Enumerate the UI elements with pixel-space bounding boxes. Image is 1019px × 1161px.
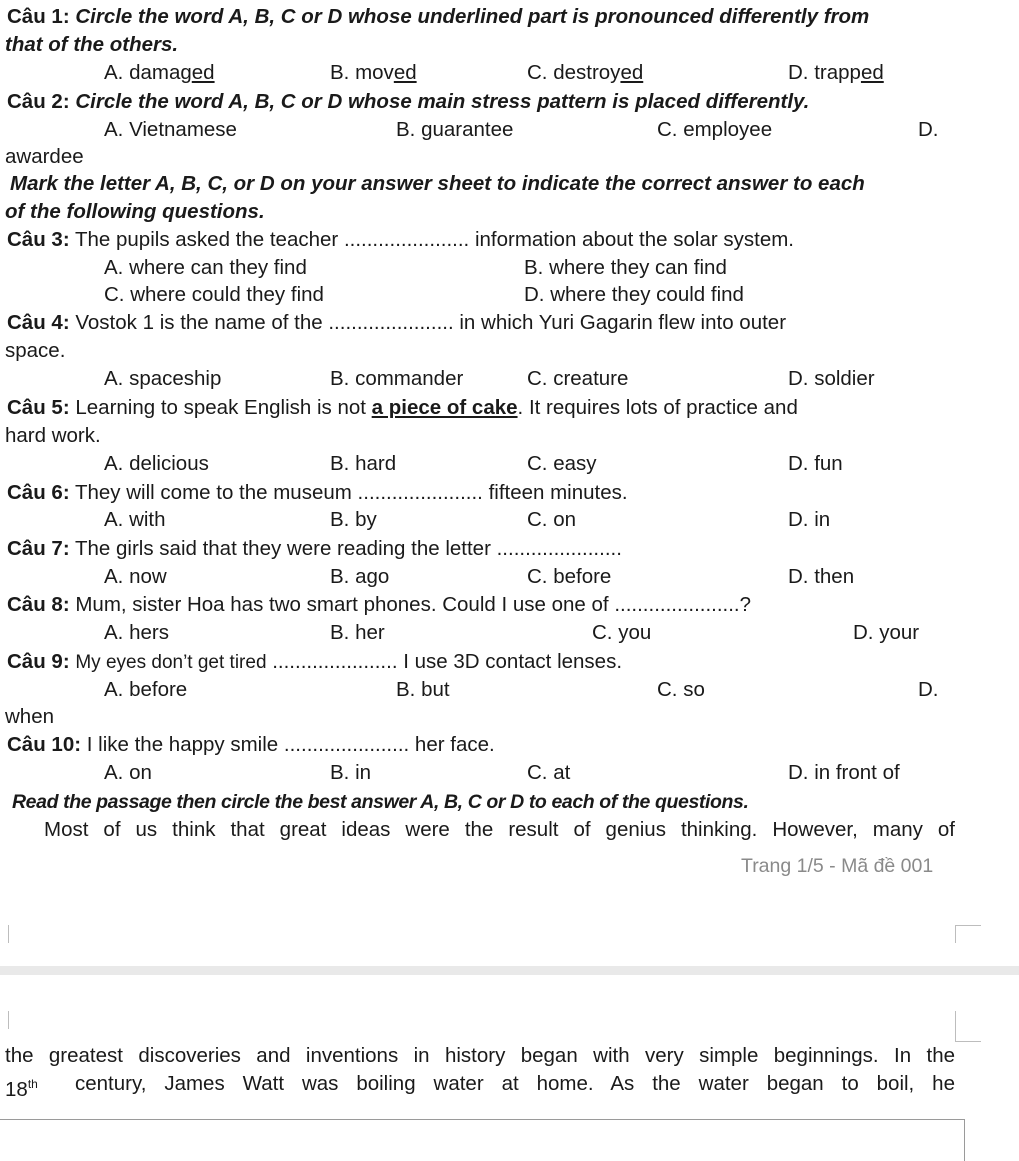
option-letter: A. [104, 452, 124, 475]
option-text: you [618, 621, 652, 644]
option-letter: D. [853, 621, 874, 644]
option-text: before [553, 565, 612, 588]
option-text: in [355, 761, 372, 784]
option-letter: D. [918, 118, 939, 141]
section-instruction-line2: of the following questions. [5, 200, 265, 223]
option-text: destroy [553, 61, 621, 84]
q5-option-a[interactable] [104, 450, 209, 478]
option-letter: B. [330, 452, 350, 475]
option-letter: C. [527, 367, 548, 390]
option-text: hard [355, 452, 397, 475]
q1-option-c[interactable] [527, 59, 643, 87]
option-letter: B. [330, 508, 350, 531]
q8-option-d[interactable] [853, 619, 919, 647]
option-letter: C. [527, 565, 548, 588]
q9-wrap: when [5, 705, 55, 728]
q10-option-b[interactable] [330, 759, 371, 787]
option-text: spaceship [129, 367, 222, 390]
option-text: fun [814, 452, 843, 475]
q7-label: Câu 7: [7, 537, 70, 560]
page-footer: Trang 1/5 - Mã đề 001 [741, 855, 934, 877]
option-letter: A. [104, 761, 124, 784]
q3-blank[interactable]: ...................... [343, 228, 470, 251]
option-text: commander [355, 367, 464, 390]
q8-option-b[interactable] [330, 619, 385, 647]
q6-text-after: fifteen minutes. [488, 481, 628, 504]
option-text: Vietnamese [129, 118, 237, 141]
q4-blank[interactable]: ...................... [328, 311, 454, 334]
q9-text: My eyes don’t get tired [75, 652, 267, 673]
q2-prompt: Circle the word A, B, C or D whose main stress pattern is placed differently. [75, 90, 810, 113]
option-text: soldier [814, 367, 875, 390]
option-letter: B. [330, 61, 350, 84]
page-separator [0, 966, 1019, 975]
q5-text-after: . It requires lots of practice and [517, 396, 798, 419]
q7-blank[interactable]: ...................... [496, 537, 622, 560]
option-letter: D. [524, 283, 545, 306]
century-number: 18 [5, 1077, 28, 1101]
q8-stem [7, 591, 751, 619]
option-text: at [553, 761, 571, 784]
table-top-border [0, 1119, 965, 1120]
option-text: where they could find [550, 283, 744, 306]
q8-text: Mum, sister Hoa has two smart phones. Could I use one of [75, 593, 609, 616]
q7-option-b[interactable] [330, 563, 389, 591]
option-letter: A. [104, 678, 124, 701]
q5-label: Câu 5: [7, 396, 70, 419]
q6-option-c[interactable] [527, 506, 576, 534]
q5-text: Learning to speak English is not [75, 396, 366, 419]
q3-option-d[interactable] [524, 281, 744, 309]
q6-option-a[interactable] [104, 506, 166, 534]
q10-text-after: her face. [414, 733, 495, 756]
passage-line-3-text: century, James Watt was boiling water at home. As the water began to boil, he [75, 1072, 955, 1095]
crop-mark-left-top [8, 925, 9, 943]
crop-mark-right-bottom-h [955, 1041, 981, 1042]
option-text: easy [553, 452, 597, 475]
q10-label: Câu 10: [7, 733, 82, 756]
option-letter: C. [104, 283, 125, 306]
q4-text: Vostok 1 is the name of the [75, 311, 323, 334]
q4-option-a[interactable] [104, 365, 221, 393]
option-letter: B. [396, 118, 416, 141]
option-letter: A. [104, 508, 124, 531]
q4-option-c[interactable] [527, 365, 628, 393]
option-text: in front of [814, 761, 900, 784]
section-instruction-line1: Mark the letter A, B, C, or D on your answer sheet to indicate the correct answer to each [10, 172, 865, 195]
option-letter: C. [527, 61, 548, 84]
option-letter: B. [330, 367, 350, 390]
option-text: guarantee [421, 118, 514, 141]
q7-option-a[interactable] [104, 563, 167, 591]
option-letter: D. [788, 367, 809, 390]
option-text: where they can find [549, 256, 727, 279]
crop-mark-left-bottom [8, 1011, 9, 1029]
option-text: mov [355, 61, 394, 84]
option-letter: C. [527, 452, 548, 475]
option-letter: C. [592, 621, 613, 644]
option-underlined: ed [620, 61, 644, 84]
q2-wrap: awardee [5, 145, 84, 168]
option-letter: A. [104, 565, 124, 588]
q9-label: Câu 9: [7, 650, 70, 673]
q5-wrap: hard work. [5, 424, 101, 447]
option-text: your [879, 621, 920, 644]
q1-label: Câu 1: [7, 5, 70, 28]
q3-option-a[interactable] [104, 254, 307, 282]
option-text: her [355, 621, 385, 644]
q7-stem [7, 535, 622, 563]
q7-option-d[interactable] [788, 563, 854, 591]
q9-stem [7, 648, 622, 677]
option-letter: B. [330, 565, 350, 588]
option-letter: C. [657, 678, 678, 701]
q9-blank[interactable]: ...................... [272, 650, 398, 673]
q6-blank[interactable]: ...................... [357, 481, 483, 504]
option-letter: B. [396, 678, 416, 701]
q10-text: I like the happy smile [86, 733, 279, 756]
q7-text: The girls said that they were reading the letter [74, 537, 491, 560]
option-letter: C. [527, 508, 548, 531]
option-text: by [355, 508, 377, 531]
option-letter: D. [788, 61, 809, 84]
option-text: on [553, 508, 577, 531]
q9-option-b[interactable] [396, 676, 450, 704]
q2-option-b[interactable] [396, 116, 513, 144]
q1-option-b[interactable] [330, 59, 417, 87]
option-text: in [814, 508, 831, 531]
option-text: where could they find [130, 283, 324, 306]
crop-mark-right-top [955, 925, 956, 943]
q2-line1 [7, 88, 809, 116]
option-letter: B. [330, 761, 350, 784]
option-letter: D. [788, 452, 809, 475]
q9-option-a[interactable] [104, 676, 187, 704]
q2-label: Câu 2: [7, 90, 70, 113]
option-letter: C. [527, 761, 548, 784]
option-text: on [129, 761, 152, 784]
q1-line1 [7, 3, 869, 31]
q10-option-a[interactable] [104, 759, 152, 787]
q6-option-b[interactable] [330, 506, 377, 534]
option-text: hers [129, 621, 169, 644]
q2-option-c[interactable] [657, 116, 772, 144]
option-underlined: ed [860, 61, 884, 84]
option-letter: D. [788, 508, 809, 531]
option-letter: B. [330, 621, 350, 644]
option-text: employee [683, 118, 773, 141]
option-letter: A. [104, 621, 124, 644]
q6-text: They will come to the museum [74, 481, 352, 504]
option-text: before [129, 678, 188, 701]
option-text: trapp [814, 61, 861, 84]
option-text: where can they find [129, 256, 307, 279]
q4-option-b[interactable] [330, 365, 463, 393]
q8-option-c[interactable] [592, 619, 651, 647]
q3-label: Câu 3: [7, 228, 70, 251]
option-text: damag [129, 61, 192, 84]
q4-label: Câu 4: [7, 311, 70, 334]
option-text: with [129, 508, 166, 531]
crop-mark-right-bottom [955, 1011, 956, 1041]
century-suffix: th [27, 1077, 38, 1091]
option-letter: D. [788, 565, 809, 588]
option-letter: D. [788, 761, 809, 784]
option-letter: C. [657, 118, 678, 141]
option-text: delicious [129, 452, 209, 475]
q3-option-b[interactable] [524, 254, 727, 282]
q4-wrap: space. [5, 339, 66, 362]
option-text: now [129, 565, 167, 588]
q1-prompt: Circle the word A, B, C or D whose underlined part is pronounced differently from [75, 5, 870, 28]
option-text: so [683, 678, 705, 701]
q5-option-b[interactable] [330, 450, 396, 478]
q3-stem [7, 226, 794, 254]
q4-text-after: in which Yuri Gagarin flew into outer [459, 311, 787, 334]
q3-option-c[interactable] [104, 281, 324, 309]
option-text: but [421, 678, 450, 701]
option-text: ago [355, 565, 390, 588]
passage-line-1: Most of us think that great ideas were the result of genius thinking. However, many of [44, 818, 955, 841]
option-letter: A. [104, 367, 124, 390]
option-underlined: ed [393, 61, 417, 84]
q8-option-a[interactable] [104, 619, 169, 647]
q5-stem [7, 394, 798, 422]
q1-option-d[interactable] [788, 59, 884, 87]
q3-text-after: information about the solar system. [474, 228, 794, 251]
option-letter: D. [918, 678, 939, 701]
q6-label: Câu 6: [7, 481, 70, 504]
option-underlined: ed [191, 61, 215, 84]
q9-text-after: I use 3D contact lenses. [403, 650, 623, 673]
option-letter: A. [104, 256, 124, 279]
table-right-border [964, 1119, 965, 1161]
q5-option-c[interactable] [527, 450, 597, 478]
reading-instruction: Read the passage then circle the best answer A, B, C or D to each of the questions. [12, 791, 749, 813]
q6-option-d[interactable] [788, 506, 830, 534]
q8-blank[interactable]: ......................? [614, 593, 752, 616]
passage-year [5, 1070, 38, 1104]
option-letter: B. [524, 256, 544, 279]
q10-blank[interactable]: ...................... [283, 733, 410, 756]
q7-option-c[interactable] [527, 563, 611, 591]
q1-option-a[interactable] [104, 59, 215, 87]
q5-idiom: a piece of cake [371, 396, 518, 419]
q9-option-c[interactable] [657, 676, 705, 704]
option-text: creature [553, 367, 629, 390]
crop-mark-right-top-h [955, 925, 981, 926]
q10-stem [7, 731, 495, 759]
q6-stem [7, 479, 628, 507]
q5-option-d[interactable] [788, 450, 843, 478]
option-text: then [814, 565, 855, 588]
q2-option-d[interactable] [918, 116, 939, 144]
option-letter: A. [104, 61, 124, 84]
q2-option-a[interactable] [104, 116, 237, 144]
passage-line-2: the greatest discoveries and inventions in history began with very simple beginnings. In the [5, 1044, 955, 1067]
q8-label: Câu 8: [7, 593, 70, 616]
q4-stem [7, 309, 786, 337]
passage-line-3 [5, 1070, 955, 1104]
q3-text: The pupils asked the teacher [74, 228, 339, 251]
option-letter: A. [104, 118, 124, 141]
q10-option-d[interactable] [788, 759, 900, 787]
q9-option-d[interactable] [918, 676, 939, 704]
q10-option-c[interactable] [527, 759, 570, 787]
q1-prompt-cont: that of the others. [5, 33, 179, 56]
q4-option-d[interactable] [788, 365, 875, 393]
